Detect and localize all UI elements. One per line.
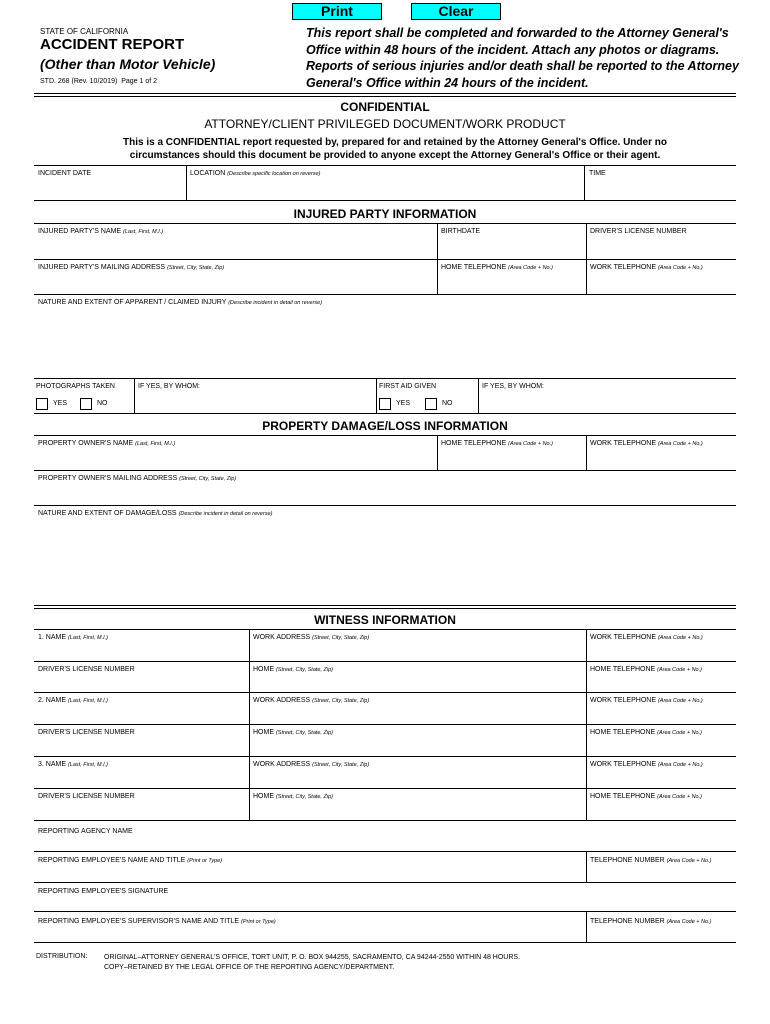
witness-3-home-phone-field[interactable]: HOME TELEPHONE (Area Code + No.) xyxy=(590,793,702,800)
divider xyxy=(34,756,736,757)
distribution-copy: COPY–RETAINED BY THE LEGAL OFFICE OF THE REPORTING AGENCY/DEPARTMENT. xyxy=(104,964,395,971)
location-field[interactable]: LOCATION (Describe specific location on reverse) xyxy=(190,170,321,177)
photos-no-label: NO xyxy=(97,400,108,407)
print-button[interactable]: Print xyxy=(292,3,382,20)
divider xyxy=(34,820,736,821)
divider xyxy=(34,435,736,436)
confidential-subheading: ATTORNEY/CLIENT PRIVILEGED DOCUMENT/WORK PRODUCT xyxy=(204,117,566,131)
injured-home-phone-field[interactable]: HOME TELEPHONE (Area Code + No.) xyxy=(441,264,553,271)
injured-name-field[interactable]: INJURED PARTY'S NAME (Last, First, M.I.) xyxy=(38,228,164,235)
witness-1-home-phone-field[interactable]: HOME TELEPHONE (Area Code + No.) xyxy=(590,666,702,673)
witness-3-work-phone-field[interactable]: WORK TELEPHONE (Area Code + No.) xyxy=(590,761,703,768)
confidential-heading: CONFIDENTIAL xyxy=(340,100,430,114)
divider xyxy=(249,629,250,820)
divider xyxy=(586,435,587,470)
divider xyxy=(437,223,438,294)
divider xyxy=(34,692,736,693)
first-aid-by-whom-field[interactable]: IF YES, BY WHOM: xyxy=(482,383,544,390)
witness-1-name-field[interactable]: 1. NAME (Last, First, M.I.) xyxy=(38,634,108,641)
divider xyxy=(34,942,736,943)
employee-signature-field[interactable]: REPORTING EMPLOYEE'S SIGNATURE xyxy=(38,888,169,895)
owner-home-phone-field[interactable]: HOME TELEPHONE (Area Code + No.) xyxy=(441,440,553,447)
divider xyxy=(34,661,736,662)
witness-2-work-phone-field[interactable]: WORK TELEPHONE (Area Code + No.) xyxy=(590,697,703,704)
divider xyxy=(478,378,479,413)
photos-yes-checkbox[interactable] xyxy=(36,398,48,410)
divider xyxy=(34,165,736,166)
divider xyxy=(34,259,736,260)
divider xyxy=(34,505,736,506)
divider xyxy=(34,724,736,725)
first-aid-no-checkbox[interactable] xyxy=(425,398,437,410)
owner-address-field[interactable]: PROPERTY OWNER'S MAILING ADDRESS (Street, City, State, Zip) xyxy=(38,475,237,482)
property-heading: PROPERTY DAMAGE/LOSS INFORMATION xyxy=(262,419,508,433)
first-aid-label: FIRST AID GIVEN xyxy=(379,383,437,390)
witness-1-work-address-field[interactable]: WORK ADDRESS (Street, City, State, Zip) xyxy=(253,634,370,641)
injury-nature-field[interactable]: NATURE AND EXTENT OF APPARENT / CLAIMED INJURY (Describe incident in detail on reverse) xyxy=(38,299,323,306)
divider xyxy=(34,605,736,609)
witness-2-work-address-field[interactable]: WORK ADDRESS (Street, City, State, Zip) xyxy=(253,697,370,704)
time-field[interactable]: TIME xyxy=(589,170,606,177)
witness-2-license-field[interactable]: DRIVER'S LICENSE NUMBER xyxy=(38,729,135,736)
divider xyxy=(134,378,135,413)
page-number: Page 1 of 2 xyxy=(121,78,158,85)
divider xyxy=(34,788,736,789)
damage-nature-field[interactable]: NATURE AND EXTENT OF DAMAGE/LOSS (Describe incident in detail on reverse) xyxy=(38,510,273,517)
witness-3-work-address-field[interactable]: WORK ADDRESS (Street, City, State, Zip) xyxy=(253,761,370,768)
owner-work-phone-field[interactable]: WORK TELEPHONE (Area Code + No.) xyxy=(590,440,703,447)
first-aid-no-label: NO xyxy=(442,400,453,407)
employee-phone-field[interactable]: TELEPHONE NUMBER (Area Code + No.) xyxy=(590,857,712,864)
confidential-notice: This is a CONFIDENTIAL report requested by, prepared for and retained by the Attorney General's Office. Under no circumstances should this document be provided to anyone except the Attorney General's Office or their agent. xyxy=(123,137,667,161)
injured-address-field[interactable]: INJURED PARTY'S MAILING ADDRESS (Street, City, State, Zip) xyxy=(38,264,225,271)
divider xyxy=(34,93,736,97)
photos-yes-label: YES xyxy=(53,400,68,407)
divider xyxy=(34,378,736,379)
divider xyxy=(586,911,587,942)
supervisor-phone-field[interactable]: TELEPHONE NUMBER (Area Code + No.) xyxy=(590,918,712,925)
witness-1-work-phone-field[interactable]: WORK TELEPHONE (Area Code + No.) xyxy=(590,634,703,641)
injured-party-heading: INJURED PARTY INFORMATION xyxy=(293,207,477,221)
injured-work-phone-field[interactable]: WORK TELEPHONE (Area Code + No.) xyxy=(590,264,703,271)
divider xyxy=(34,294,736,295)
photos-taken-label: PHOTOGRAPHS TAKEN xyxy=(36,383,115,390)
employee-name-field[interactable]: REPORTING EMPLOYEE'S NAME AND TITLE (Print or Type) xyxy=(38,857,223,864)
owner-name-field[interactable]: PROPERTY OWNER'S NAME (Last, First, M.I.) xyxy=(38,440,176,447)
state-label: STATE OF CALIFORNIA xyxy=(40,27,129,36)
divider xyxy=(586,223,587,294)
witness-3-license-field[interactable]: DRIVER'S LICENSE NUMBER xyxy=(38,793,135,800)
photos-by-whom-field[interactable]: IF YES, BY WHOM: xyxy=(138,383,200,390)
first-aid-yes-label: YES xyxy=(396,400,411,407)
divider xyxy=(376,378,377,413)
divider xyxy=(186,165,187,200)
divider xyxy=(34,629,736,630)
divider xyxy=(34,882,736,883)
witness-3-name-field[interactable]: 3. NAME (Last, First, M.I.) xyxy=(38,761,108,768)
divider xyxy=(34,223,736,224)
divider xyxy=(34,851,736,852)
incident-date-field[interactable]: INCIDENT DATE xyxy=(38,170,92,177)
distribution-original: ORIGINAL–ATTORNEY GENERAL'S OFFICE, TORT UNIT, P. O. BOX 944255, SACRAMENTO, CA 94244-2550 WITHIN 48 HOURS. xyxy=(104,954,521,961)
injured-license-field[interactable]: DRIVER'S LICENSE NUMBER xyxy=(590,228,687,235)
divider xyxy=(584,165,585,200)
divider xyxy=(34,911,736,912)
first-aid-yes-checkbox[interactable] xyxy=(379,398,391,410)
form-number-line xyxy=(40,78,157,85)
witness-2-home-address-field[interactable]: HOME (Street, City, State, Zip) xyxy=(253,729,334,736)
divider xyxy=(437,435,438,470)
photos-no-checkbox[interactable] xyxy=(80,398,92,410)
distribution-text xyxy=(104,953,520,973)
divider xyxy=(586,629,587,820)
divider xyxy=(34,413,736,414)
witness-1-home-address-field[interactable]: HOME (Street, City, State, Zip) xyxy=(253,666,334,673)
clear-button[interactable]: Clear xyxy=(411,3,501,20)
agency-name-field[interactable]: REPORTING AGENCY NAME xyxy=(38,828,133,835)
form-title: ACCIDENT REPORT xyxy=(40,36,185,53)
witness-heading: WITNESS INFORMATION xyxy=(314,613,456,627)
witness-2-name-field[interactable]: 2. NAME (Last, First, M.I.) xyxy=(38,697,108,704)
witness-3-home-address-field[interactable]: HOME (Street, City, State, Zip) xyxy=(253,793,334,800)
form-number: STD. 268 (Rev. 10/2019) xyxy=(40,78,118,85)
form-subtitle: (Other than Motor Vehicle) xyxy=(40,56,216,72)
divider xyxy=(34,200,736,201)
birthdate-field[interactable]: BIRTHDATE xyxy=(441,228,481,235)
instructions: This report shall be completed and forwarded to the Attorney General's Office within 48 hours of the incident. Attach any photos or diagrams. Reports of serious injuries and/or death shall be reported to the Attorney General's Office within 24 hours of the incident. xyxy=(306,26,739,90)
supervisor-name-field[interactable]: REPORTING EMPLOYEE'S SUPERVISOR'S NAME AND TITLE (Print or Type) xyxy=(38,918,276,925)
divider xyxy=(34,470,736,471)
witness-2-home-phone-field[interactable]: HOME TELEPHONE (Area Code + No.) xyxy=(590,729,702,736)
divider xyxy=(586,851,587,882)
distribution-label: DISTRIBUTION: xyxy=(36,953,88,960)
witness-1-license-field[interactable]: DRIVER'S LICENSE NUMBER xyxy=(38,666,135,673)
